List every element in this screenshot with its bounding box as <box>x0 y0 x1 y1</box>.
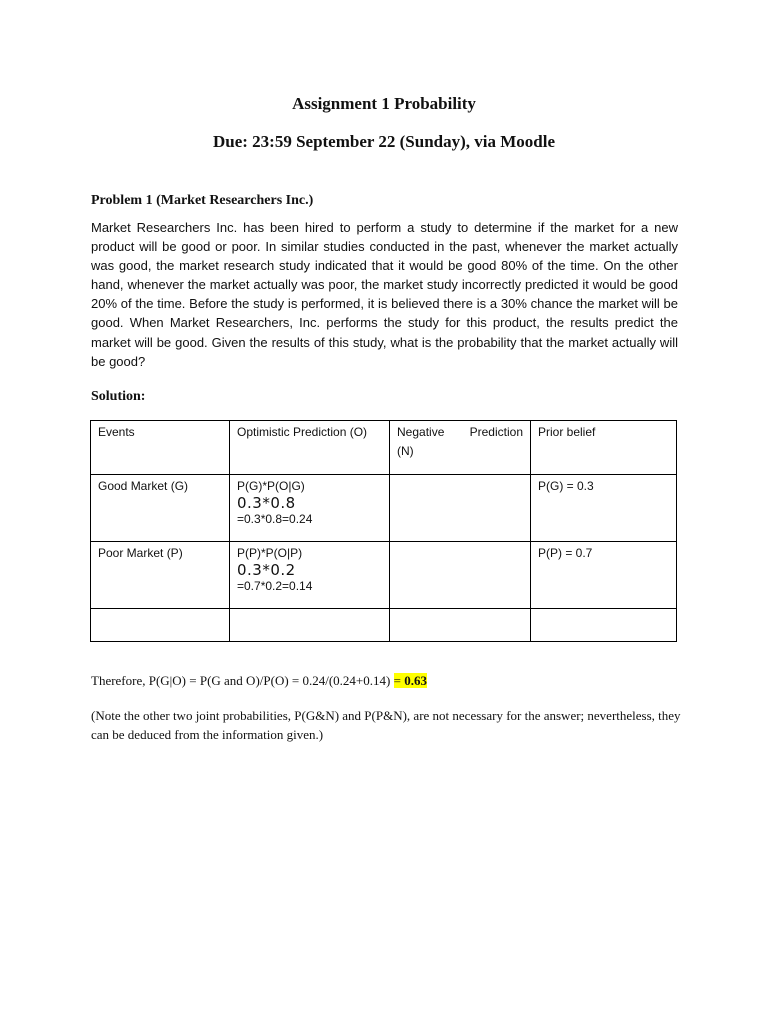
conclusion <box>91 673 427 689</box>
good-optimistic <box>230 475 390 542</box>
good-negative <box>390 475 531 542</box>
highlighted-answer <box>394 673 427 688</box>
table-row-empty <box>91 609 677 642</box>
good-result: =0.3*0.8=0.24 <box>237 512 313 526</box>
empty-cell <box>91 609 230 642</box>
poor-event: Poor Market (P) <box>91 542 230 609</box>
conclusion-text: Therefore, P(G|O) = P(G and O)/P(O) = 0.24/(0.24+0.14) <box>91 673 394 688</box>
document-title: Assignment 1 Probability <box>292 94 476 113</box>
poor-result: =0.7*0.2=0.14 <box>237 579 313 593</box>
probability-table <box>90 420 677 642</box>
header-negative-word: Negative <box>397 425 445 439</box>
problem-text: Market Researchers Inc. has been hired to perform a study to determine if the market for a new product will be good or poor. In similar studies conducted in the past, whenever the market actually was good, the market research study indicated that it would be good 80% of the time. On the other hand, whenever the market actually was poor, the market study incorrectly predicted it would be good 20% of the time. Before the study is performed, it is believed there is a 30% chance the market will be good. When Market Researchers, Inc. performs the study for this product, the results predict the market will be good. Given the results of this study, what is the probability that the market actually will be good? <box>91 220 678 369</box>
header-prediction-word: Prediction <box>469 425 523 439</box>
header-optimistic: Optimistic Prediction (O) <box>230 421 390 475</box>
header-events: Events <box>91 421 230 475</box>
empty-cell <box>390 609 531 642</box>
header-negative-n: (N) <box>397 444 414 458</box>
table-row-good <box>91 475 677 542</box>
header-negative <box>390 421 531 475</box>
good-formula: P(G)*P(O|G) <box>237 479 305 493</box>
empty-cell <box>230 609 390 642</box>
problem-heading: Problem 1 (Market Researchers Inc.) <box>91 193 314 208</box>
header-prior: Prior belief <box>531 421 677 475</box>
answer-value: 0.63 <box>404 673 427 688</box>
answer-prefix: = <box>393 673 405 688</box>
due-date: Due: 23:59 September 22 (Sunday), via Moodle <box>212 132 556 151</box>
poor-negative <box>390 542 531 609</box>
poor-formula: P(P)*P(O|P) <box>237 546 303 560</box>
poor-handwritten: 0.3*0.2 <box>237 561 296 579</box>
poor-optimistic <box>230 542 390 609</box>
table-header-row <box>91 421 677 475</box>
solution-label: Solution: <box>91 389 146 404</box>
table-row-poor <box>91 542 677 609</box>
empty-cell <box>531 609 677 642</box>
good-prior: P(G) = 0.3 <box>531 475 677 542</box>
note: (Note the other two joint probabilities, P(G&N) and P(P&N), are not necessary for the answer; nevertheless, they can be deduced from the information given.) <box>91 708 681 742</box>
good-event: Good Market (G) <box>91 475 230 542</box>
good-handwritten: 0.3*0.8 <box>237 494 296 512</box>
poor-prior: P(P) = 0.7 <box>531 542 677 609</box>
